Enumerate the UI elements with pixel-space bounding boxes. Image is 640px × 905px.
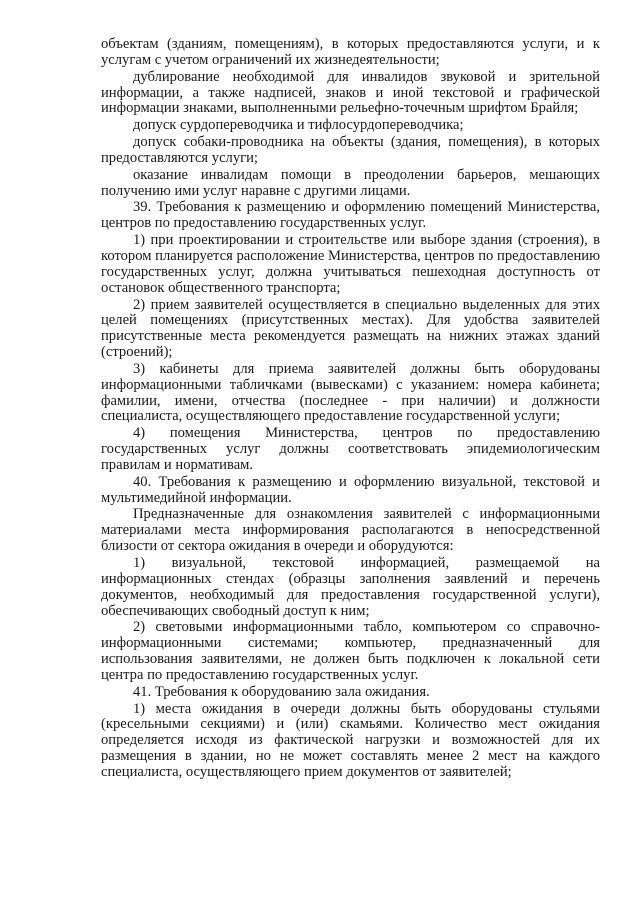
paragraph: 2) световыми информационными табло, компьютером со справочно-информационными системами; компьютер, предназначенный для использования заявителями, не должен быть подключен к локальной сети центра по предоставлению государственных услуг. [101,619,600,683]
paragraph: 2) прием заявителей осуществляется в специально выделенных для этих целей помещениях (присутственных местах). Для удобства заявителей присутственные места рекомендуется размещать на нижних этажах зданий (строений); [101,296,600,361]
paragraph: Предназначенные для ознакомления заявителей с информационными материалами места информирования располагаются в непосредственной близости от сектора ожидания в очереди и оборудуются: [101,506,600,555]
section-39-heading: 39. Требования к размещению и оформлению помещений Министерства, центров по предоставлению государственных услуг. [101,199,600,232]
paragraph: допуск собаки-проводника на объекты (здания, помещения), в которых предоставляются услуги; [101,134,600,166]
paragraph: 3) кабинеты для приема заявителей должны быть оборудованы информационными табличками (вывесками) с указанием: номера кабинета; фамилии, имени, отчества (последнее - при наличии) и должности специалиста, осуществляющего предоставление государственной услуги; [101,360,600,425]
paragraph: 1) места ожидания в очереди должны быть оборудованы стульями (кресельными секциями) и (или) скамьями. Количество мест ожидания определяется исходя из фактической нагрузки и возможностей для их размещения в здании, но не может составлять менее 2 мест на каждого специалиста, осуществляющего прием документов от заявителей; [101,700,600,780]
paragraph: 4) помещения Министерства, центров по предоставлению государственных услуг должны соответствовать эпидемиологическим правилам и нормативам. [101,425,600,473]
paragraph: оказание инвалидам помощи в преодолении барьеров, мешающих получению ими услуг наравне с другими лицами. [101,166,600,199]
paragraph: 1) при проектировании и строительстве или выборе здания (строения), в котором планируется расположение Министерства, центров по предоставлению государственных услуг, должна учитываться пешеходная доступность от остановок общественного транспорта; [101,232,600,296]
paragraph: 1) визуальной, текстовой информацией, размещаемой на информационных стендах (образцы заполнения заявлений и перечень документов, необходимый для предоставления государственной услуги), обеспечивающих свободный доступ к ним; [101,555,600,619]
section-41-heading: 41. Требования к оборудованию зала ожидания. [133,683,430,700]
paragraph-continued: объектам (зданиям, помещениям), в которых предоставляются услуги, и к услугам с учетом ограничений их жизнедеятельности; [101,36,600,68]
paragraph: дублирование необходимой для инвалидов звуковой и зрительной информации, а также надписей, знаков и иной текстовой и графической информации знаками, выполненными рельефно-точечным шрифтом Брайля; [101,68,600,117]
paragraph: допуск сурдопереводчика и тифлосурдопереводчика; [133,117,464,134]
section-40-heading: 40. Требования к размещению и оформлению визуальной, текстовой и мультимедийной информации. [101,473,600,506]
